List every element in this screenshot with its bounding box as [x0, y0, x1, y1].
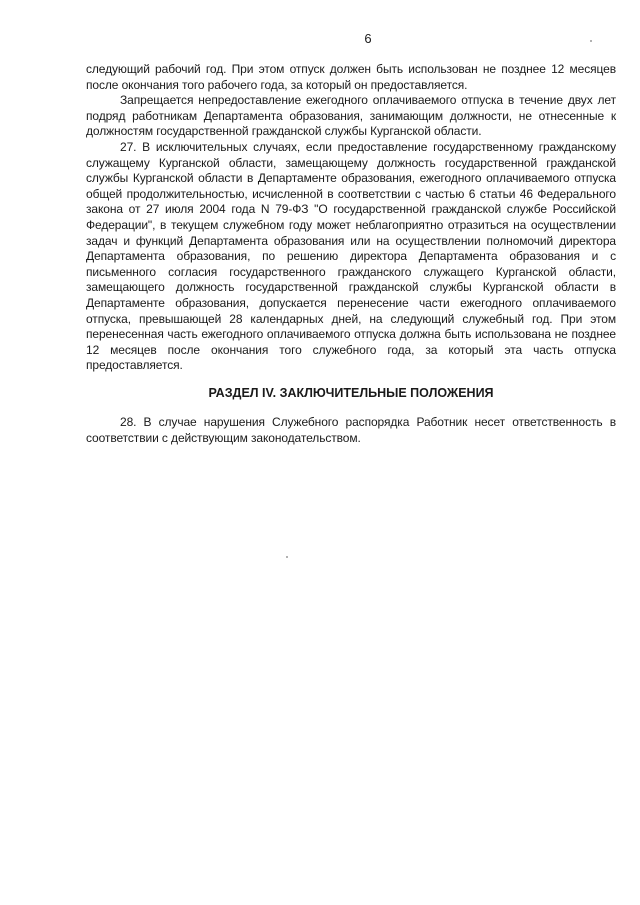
- document-body: [86, 62, 616, 447]
- scan-speck: [286, 556, 288, 558]
- paragraph-vacation-prohibition: Запрещается непредоставление ежегодного оплачиваемого отпуска в течение двух лет подряд работникам Департамента образования, занимающим должности, не отнесенные к должностям государственной гражданской службы Курганской области.: [86, 93, 616, 139]
- scan-speck: [590, 40, 592, 42]
- paragraph-27: 27. В исключительных случаях, если предоставление государственному гражданскому служащему Курганской области, замещающему должность государственной гражданской службы Курганской области в Департаменте образования, ежегодного оплачиваемого отпуска общей продолжительностью, исчисленной в соответствии с частью 6 статьи 46 Федерального закона от 27 июля 2004 года N 79-ФЗ "О государственной гражданской службе Российской Федерации", в текущем служебном году может неблагоприятно отразиться на осуществлении задач и функций Департамента образования или на осуществлении полномочий директора Департамента образования, по решению директора Департамента образования и с письменного согласия государственного гражданского служащего Курганской области, замещающего должность государственной гражданской службы Курганской области в Департаменте образования, допускается перенесение части ежегодного оплачиваемого отпуска, превышающей 28 календарных дней, на следующий служебный год. При этом перенесенная часть ежегодного оплачиваемого отпуска должна быть использована не позднее 12 месяцев после окончания того служебного года, за который эта часть отпуска предоставляется.: [86, 139, 616, 373]
- section-heading: РАЗДЕЛ IV. ЗАКЛЮЧИТЕЛЬНЫЕ ПОЛОЖЕНИЯ: [208, 385, 494, 400]
- paragraph-continuation: следующий рабочий год. При этом отпуск должен быть использован не позднее 12 месяцев после окончания того рабочего года, за который он предоставляется.: [86, 62, 616, 92]
- page-number: 6: [364, 31, 372, 46]
- paragraph-28: 28. В случае нарушения Служебного распорядка Работник несет ответственность в соответствии с действующим законодательством.: [86, 415, 616, 446]
